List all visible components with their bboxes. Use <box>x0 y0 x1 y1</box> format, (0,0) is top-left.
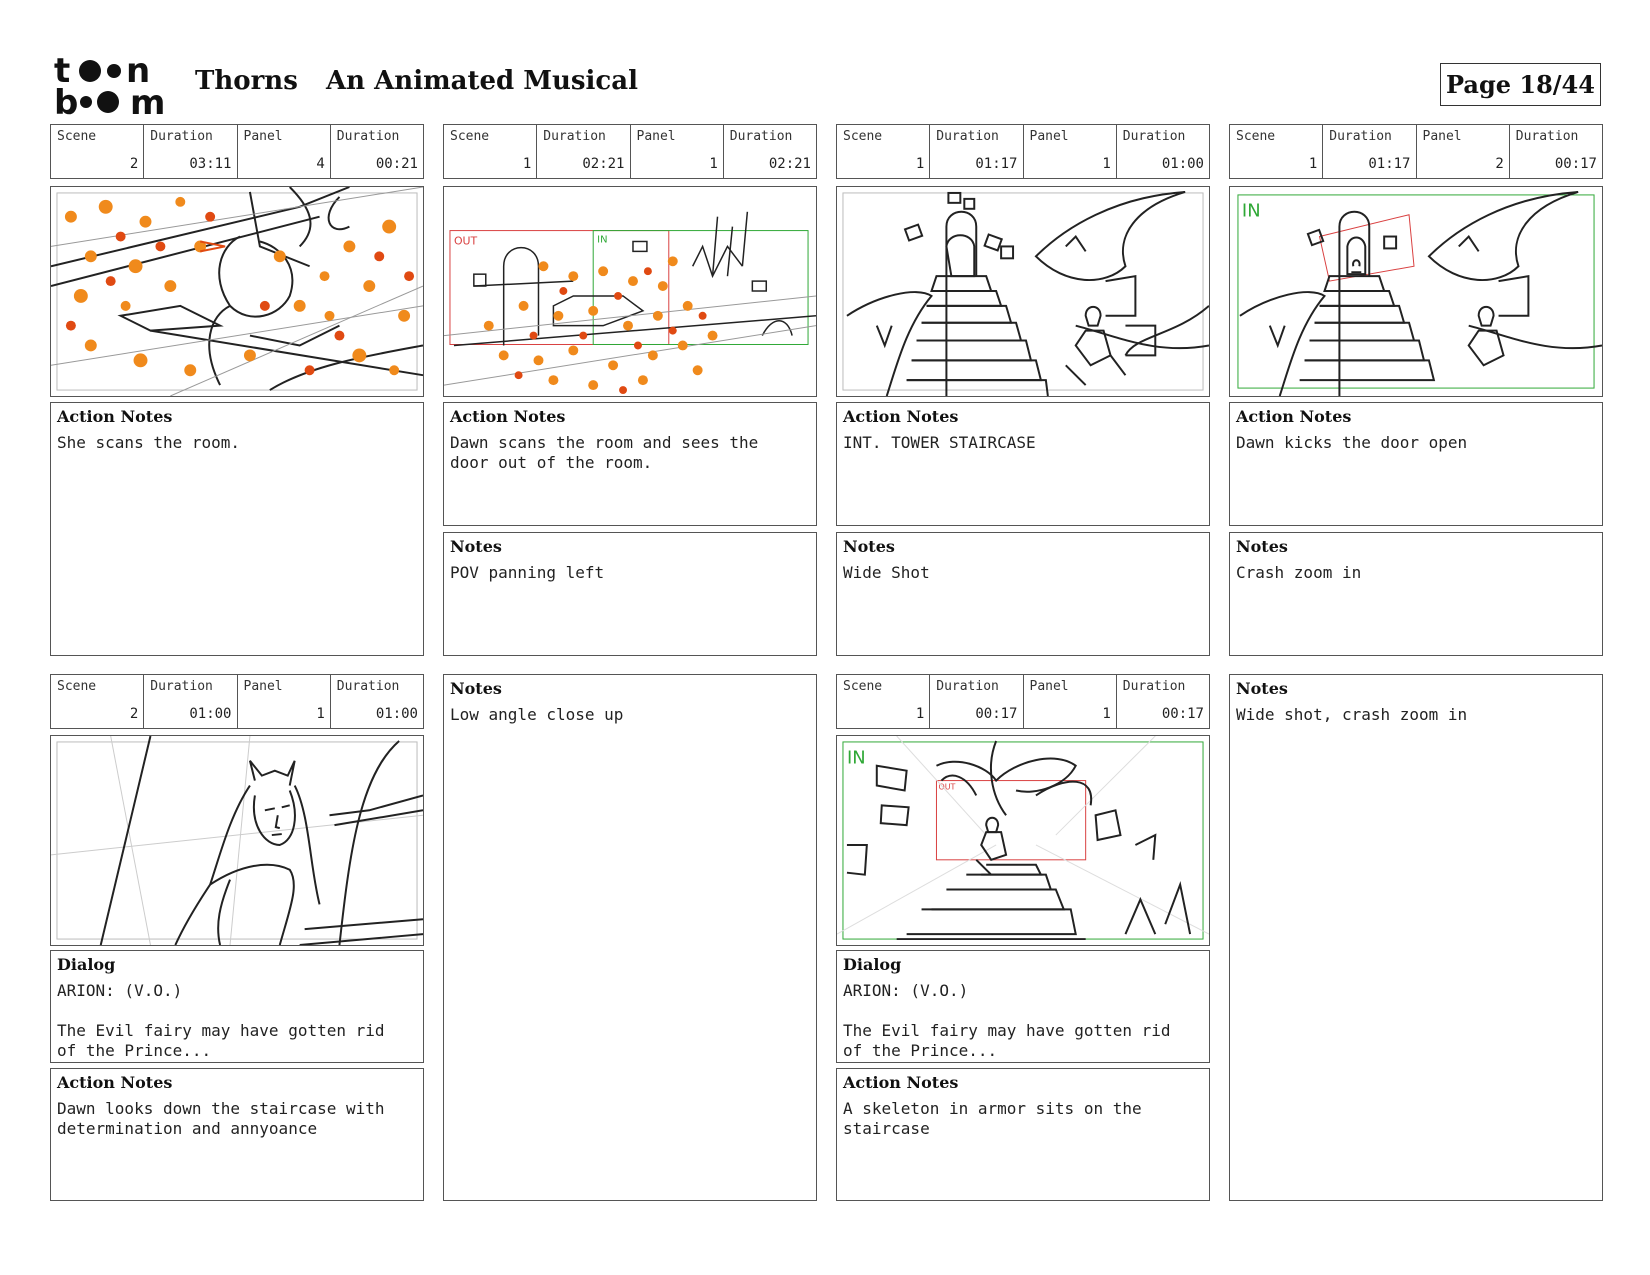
svg-text:IN: IN <box>846 747 866 769</box>
panel-6-info: Scene 1 Duration 00:17 Panel 1 Duration 00:17 <box>836 674 1210 729</box>
panel-5-info: Scene 2 Duration 01:00 Panel 1 Duration 01:00 <box>50 674 424 729</box>
panel-2-notes[interactable]: Notes POV panning left <box>443 532 817 656</box>
project-title: Thorns <box>195 66 298 96</box>
panel-2-info: Scene 1 Duration 02:21 Panel 1 Duration 02:21 <box>443 124 817 179</box>
svg-text:IN: IN <box>1241 200 1261 222</box>
panel-number: 4 <box>316 156 325 172</box>
panel-2-action-notes[interactable]: Action Notes Dawn scans the room and sees the door out of the room. <box>443 402 817 526</box>
panel-1-info: Scene 2 Duration 03:11 Panel 4 Duration 00:21 <box>50 124 424 179</box>
svg-text:t: t <box>54 54 71 91</box>
panel-3-sketch[interactable] <box>836 186 1210 397</box>
panel-4-info: Scene 1 Duration 01:17 Panel 2 Duration 00:17 <box>1229 124 1603 179</box>
panel-5-action-notes[interactable]: Action Notes Dawn looks down the staircase with determination and annyoance <box>50 1068 424 1201</box>
panel-duration: 00:21 <box>375 156 418 172</box>
scene-duration: 03:11 <box>189 156 232 172</box>
panel-1-sketch[interactable] <box>50 186 424 397</box>
svg-text:IN: IN <box>597 234 608 246</box>
scene-number: 2 <box>129 156 139 172</box>
panel-6-dialog[interactable]: Dialog ARION: (V.O.) The Evil fairy may have gotten rid of the Prince... <box>836 950 1210 1063</box>
panel-3-info: Scene 1 Duration 01:17 Panel 1 Duration 01:00 <box>836 124 1210 179</box>
svg-text:OUT: OUT <box>453 234 478 248</box>
svg-text:m: m <box>130 83 166 118</box>
page-number: Page 18/44 <box>1440 63 1601 106</box>
svg-text:OUT: OUT <box>938 782 956 792</box>
project-subtitle: An Animated Musical <box>326 66 638 96</box>
panel-3-action-notes[interactable]: Action Notes INT. TOWER STAIRCASE <box>836 402 1210 526</box>
panel-5-notes[interactable]: Notes Low angle close up <box>443 674 817 1201</box>
svg-text:b: b <box>54 83 79 118</box>
panel-4-sketch[interactable] <box>1229 186 1603 397</box>
panel-5-sketch[interactable] <box>50 735 424 946</box>
panel-3-notes[interactable]: Notes Wide Shot <box>836 532 1210 656</box>
panel-6-sketch[interactable] <box>836 735 1210 946</box>
toon-boom-logo <box>54 54 172 118</box>
svg-text:n: n <box>126 54 151 91</box>
panel-5-dialog[interactable]: Dialog ARION: (V.O.) The Evil fairy may have gotten rid of the Prince... <box>50 950 424 1063</box>
panel-4-action-notes[interactable]: Action Notes Dawn kicks the door open <box>1229 402 1603 526</box>
panel-6-notes[interactable]: Notes Wide shot, crash zoom in <box>1229 674 1603 1201</box>
panel-1-action-notes[interactable]: Action Notes She scans the room. <box>50 402 424 656</box>
panel-2-sketch[interactable] <box>443 186 817 397</box>
panel-6-action-notes[interactable]: Action Notes A skeleton in armor sits on the staircase <box>836 1068 1210 1201</box>
panel-4-notes[interactable]: Notes Crash zoom in <box>1229 532 1603 656</box>
